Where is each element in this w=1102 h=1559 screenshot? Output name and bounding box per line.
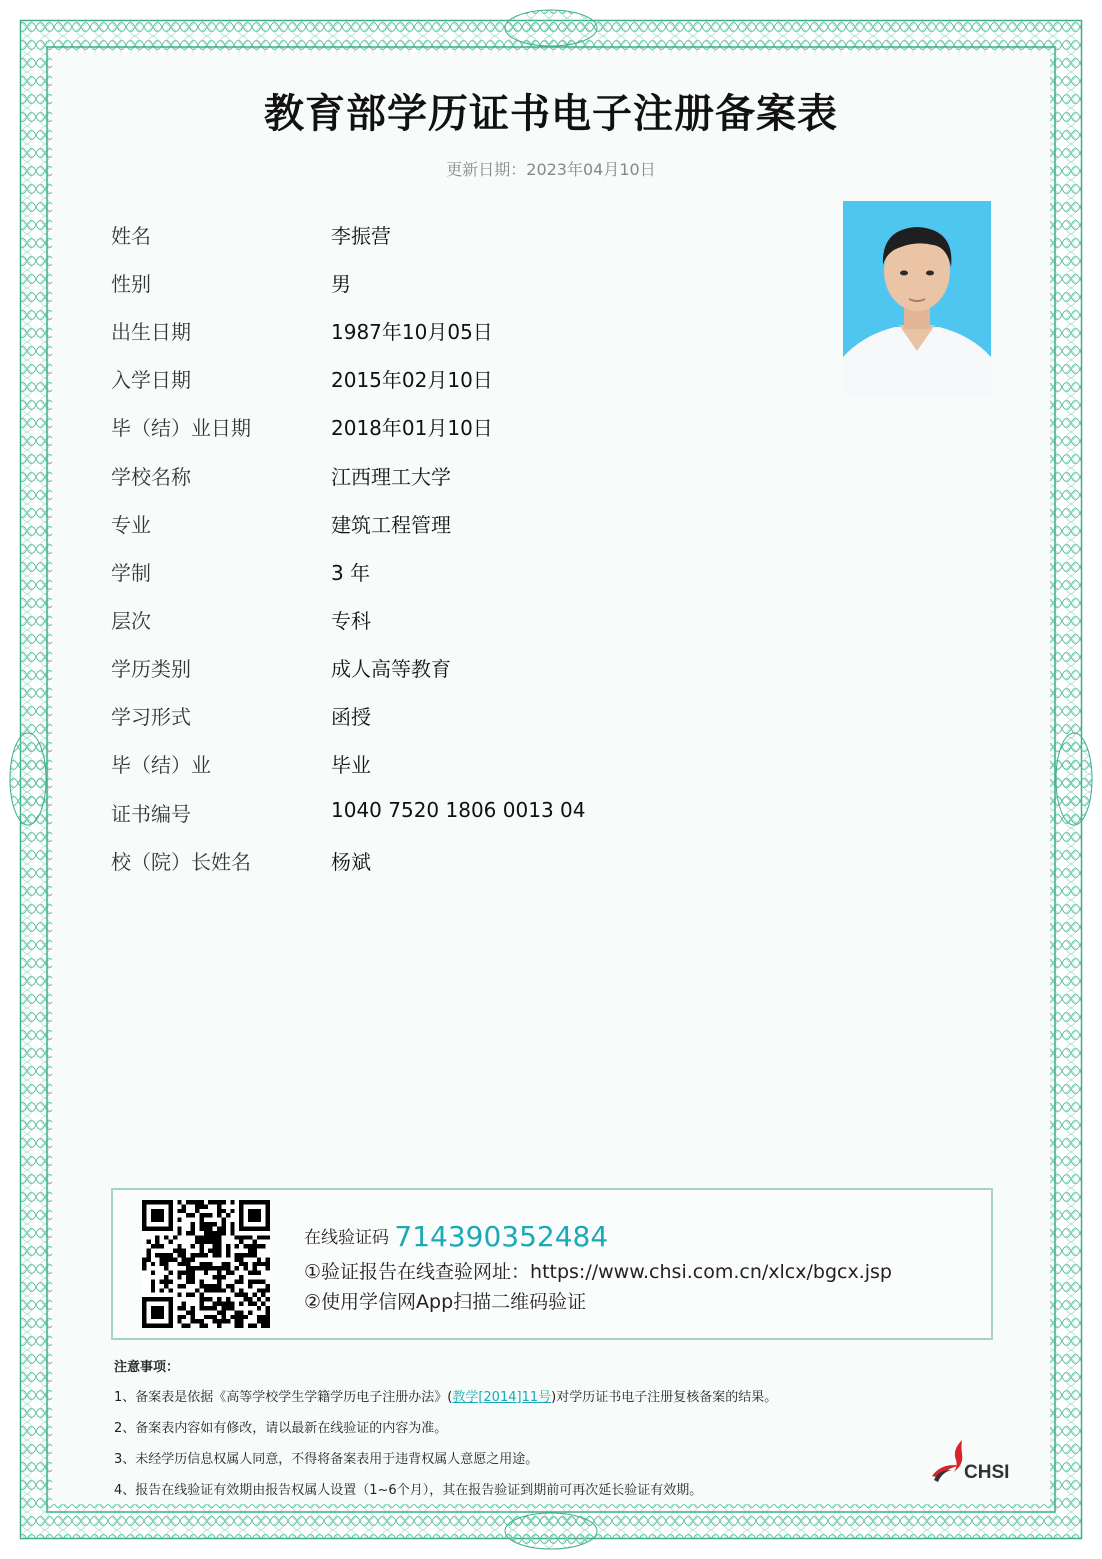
field-label: 学制	[111, 561, 151, 585]
note-item-4: 4、报告在线验证有效期由报告权属人设置（1~6个月），其在报告验证到期前可再次延长验证有效期。	[114, 1483, 703, 1498]
field-label: 专业	[111, 513, 151, 537]
field-value: 李振营	[331, 224, 391, 248]
field-label: 证书编号	[111, 802, 191, 826]
field-value: 函授	[331, 705, 371, 729]
note-text: 1、备案表是依据《高等学校学生学籍学历电子注册办法》(	[114, 1390, 453, 1405]
field-value: 男	[331, 272, 351, 296]
field-label: 学校名称	[111, 465, 191, 489]
field-label: 毕（结）业	[111, 753, 211, 777]
verification-box	[111, 1188, 993, 1340]
notes-title: 注意事项：	[114, 1360, 180, 1375]
chsi-logo-text: CHSI	[964, 1462, 1010, 1483]
field-value: 成人高等教育	[331, 657, 451, 681]
document-title: 教育部学历证书电子注册备案表	[264, 91, 838, 137]
field-label: 校（院）长姓名	[111, 850, 251, 874]
qr-code-icon[interactable]	[141, 1200, 271, 1328]
field-value: 毕业	[331, 753, 371, 777]
notes-section	[114, 1356, 777, 1510]
field-label: 姓名	[111, 224, 151, 248]
person-portrait-icon	[843, 201, 991, 397]
regulation-link[interactable]: 教学[2014]11号	[452, 1390, 552, 1405]
field-label: 学历类别	[111, 657, 191, 681]
field-value: 1987年10月05日	[331, 320, 493, 344]
verification-code: 714390352484	[394, 1220, 609, 1253]
note-text: )对学历证书电子注册复核备案的结果。	[551, 1390, 778, 1405]
field-value: 专科	[331, 609, 371, 633]
field-value: 杨斌	[331, 850, 371, 874]
field-label: 入学日期	[111, 368, 191, 392]
field-label: 性别	[111, 272, 151, 296]
field-label: 出生日期	[111, 320, 191, 344]
note-item-2: 2、备案表内容如有修改，请以最新在线验证的内容为准。	[114, 1421, 448, 1436]
verification-app-line: ②使用学信网App扫描二维码验证	[304, 1291, 587, 1313]
field-label: 毕（结）业日期	[111, 416, 251, 440]
field-value: 江西理工大学	[331, 465, 451, 489]
update-date: 更新日期：2023年04月10日	[446, 160, 656, 179]
field-label: 学习形式	[111, 705, 191, 729]
verification-code-row	[304, 1220, 608, 1253]
verification-code-label: 在线验证码	[304, 1228, 389, 1248]
field-value: 3 年	[331, 561, 371, 585]
verification-url-line: ①验证报告在线查验网址：https://www.chsi.com.cn/xlcx/bgcx.jsp	[304, 1261, 892, 1283]
field-value: 1040 7520 1806 0013 04	[331, 798, 586, 822]
note-item-1	[114, 1386, 777, 1405]
note-item-3: 3、未经学历信息权属人同意，不得将备案表用于违背权属人意愿之用途。	[114, 1452, 539, 1467]
id-photo	[843, 201, 991, 397]
field-value: 2015年02月10日	[331, 368, 493, 392]
field-label: 层次	[111, 609, 151, 633]
field-value: 建筑工程管理	[331, 513, 451, 537]
field-value: 2018年01月10日	[331, 416, 493, 440]
